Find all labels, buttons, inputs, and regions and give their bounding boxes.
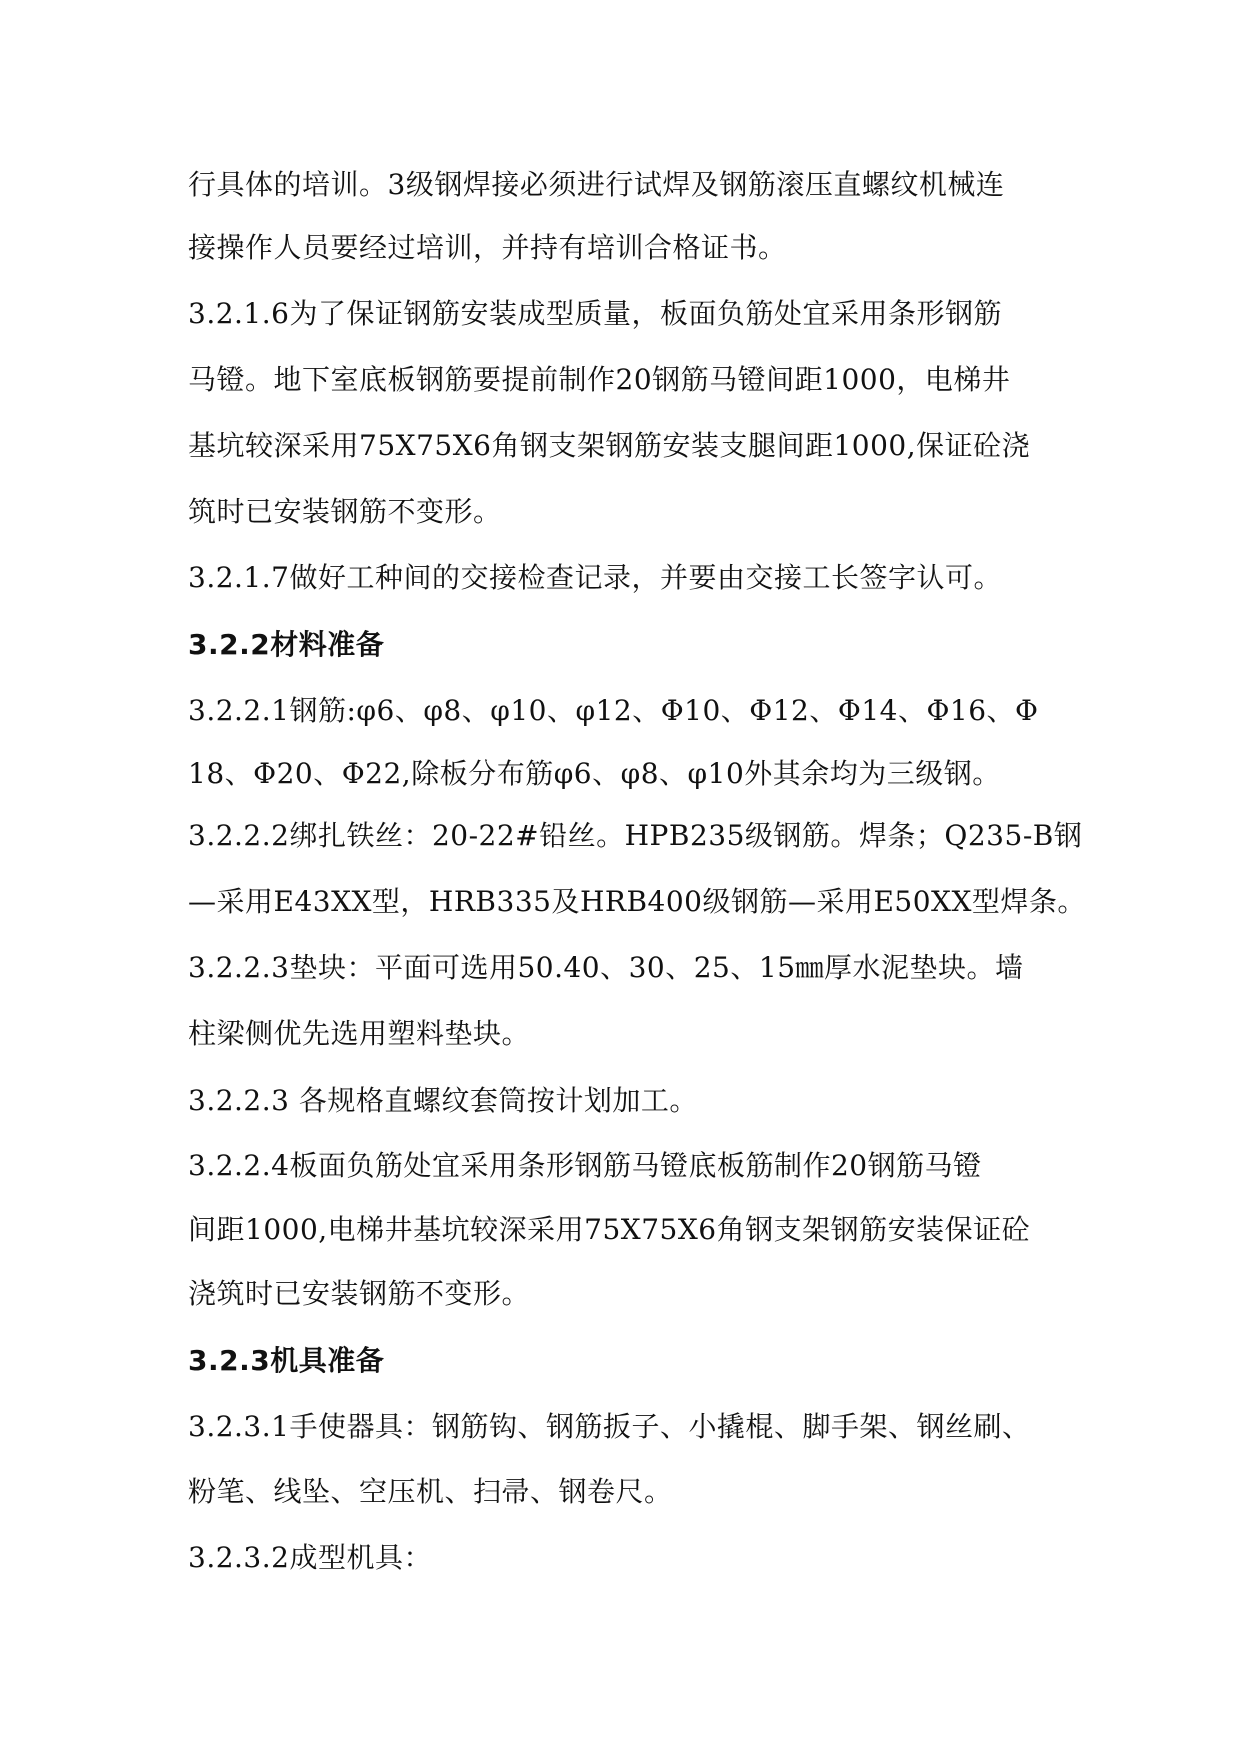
- paragraph-line: 接操作人员要经过培训，并持有培训合格证书。: [188, 231, 787, 264]
- section-heading: 3.2.3机具准备: [188, 1344, 385, 1377]
- paragraph-line: 3.2.3.2成型机具：: [188, 1541, 432, 1574]
- paragraph-line: 3.2.2.3垫块：平面可选用50.40、30、25、15㎜厚水泥垫块。墙: [188, 951, 1024, 984]
- paragraph-line: 浇筑时已安装钢筋不变形。: [188, 1277, 531, 1310]
- paragraph-line: 3.2.3.1手使器具：钢筋钩、钢筋扳子、小撬棍、脚手架、钢丝刷、: [188, 1410, 1031, 1443]
- paragraph-line: 3.2.1.7做好工种间的交接检查记录，并要由交接工长签字认可。: [188, 561, 1002, 594]
- paragraph-line: 柱梁侧优先选用塑料垫块。: [188, 1017, 531, 1050]
- paragraph-line: 3.2.1.6为了保证钢筋安装成型质量，板面负筋处宜采用条形钢筋: [188, 297, 1002, 330]
- paragraph-line: 基坑较深采用75X75X6角钢支架钢筋安装支腿间距1000,保证砼浇: [188, 429, 1031, 462]
- paragraph-line: 3.2.2.1钢筋:φ6、φ8、φ10、φ12、Φ10、Φ12、Φ14、Φ16、Φ: [188, 694, 1039, 727]
- paragraph-line: 粉笔、线坠、空压机、扫帚、钢卷尺。: [188, 1475, 673, 1508]
- paragraph-line: —采用E43XX型，HRB335及HRB400级钢筋—采用E50XX型焊条。: [188, 885, 1086, 918]
- paragraph-line: 3.2.2.3 各规格直螺纹套筒按计划加工。: [188, 1084, 698, 1117]
- paragraph-line: 18、Φ20、Φ22,除板分布筋φ6、φ8、φ10外其余均为三级钢。: [188, 757, 1001, 790]
- paragraph-line: 筑时已安装钢筋不变形。: [188, 495, 502, 528]
- paragraph-line: 3.2.2.2绑扎铁丝：20-22#铅丝。HPB235级钢筋。焊条；Q235-B钢: [188, 819, 1083, 852]
- paragraph-line: 行具体的培训。3级钢焊接必须进行试焊及钢筋滚压直螺纹机械连: [188, 168, 1005, 201]
- paragraph-line: 间距1000,电梯井基坑较深采用75X75X6角钢支架钢筋安装保证砼: [188, 1213, 1031, 1246]
- paragraph-line: 马镫。地下室底板钢筋要提前制作20钢筋马镫间距1000，电梯井: [188, 363, 1011, 396]
- paragraph-line: 3.2.2.4板面负筋处宜采用条形钢筋马镫底板筋制作20钢筋马镫: [188, 1149, 982, 1182]
- section-heading: 3.2.2材料准备: [188, 628, 385, 661]
